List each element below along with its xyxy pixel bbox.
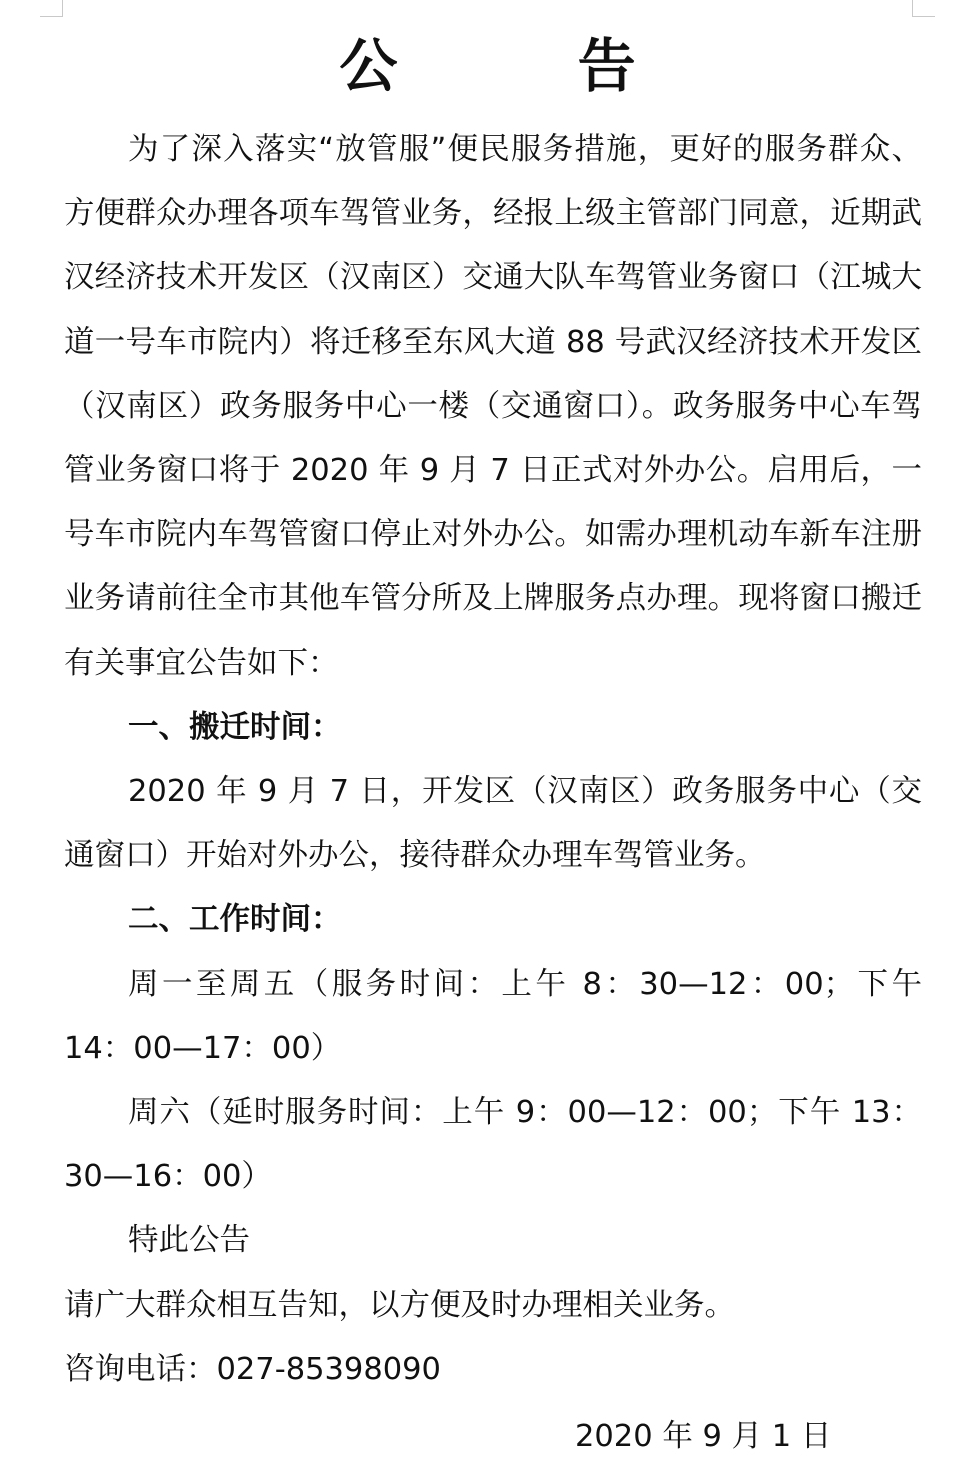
intro-paragraph: 为了深入落实“放管服”便民服务措施，更好的服务群众、方便群众办理各项车驾管业务，经报上级主管部门同意，近期武汉经济技术开发区（汉南区）交通大队车驾管业务窗口（江城大道一号车市院内）将迁移至东风大道 88 号武汉经济技术开发区（汉南区）政务服务中心一楼（交通窗口）。政务服务中心车驾管业务窗口将于 2020 年 9 月 7 日正式对外办公。启用后，一号车市院内车驾管窗口停止对外办公。如需办理机动车新车注册业务请前往全市其他车管分所及上牌服务点办理。现将窗口搬迁有关事宜公告如下： <box>64 132 922 681</box>
weekday-hours: 周一至周五（服务时间：上午 8：30—12：00；下午 14：00—17：00） <box>64 966 922 1066</box>
section2-heading: 二、工作时间： <box>128 902 342 938</box>
reminder-line: 请广大群众相互告知，以方便及时办理相关业务。 <box>64 1287 735 1323</box>
section1-heading: 一、搬迁时间： <box>128 709 342 745</box>
notice-body <box>64 118 922 1402</box>
section1-text: 2020 年 9 月 7 日，开发区（汉南区）政务服务中心（交通窗口）开始对外办公，接待群众办理车驾管业务。 <box>64 774 922 874</box>
page-corner-mark-left <box>40 0 63 17</box>
notice-date: 2020 年 9 月 1 日 <box>575 1419 832 1454</box>
page-corner-mark-right <box>912 0 935 17</box>
phone-line: 咨询电话：027-85398090 <box>64 1351 441 1387</box>
closing-line: 特此公告 <box>128 1223 250 1259</box>
saturday-hours: 周六（延时服务时间：上午 9：00—12：00；下午 13：30—16：00） <box>64 1095 922 1195</box>
notice-title: 公 告 <box>339 32 716 100</box>
